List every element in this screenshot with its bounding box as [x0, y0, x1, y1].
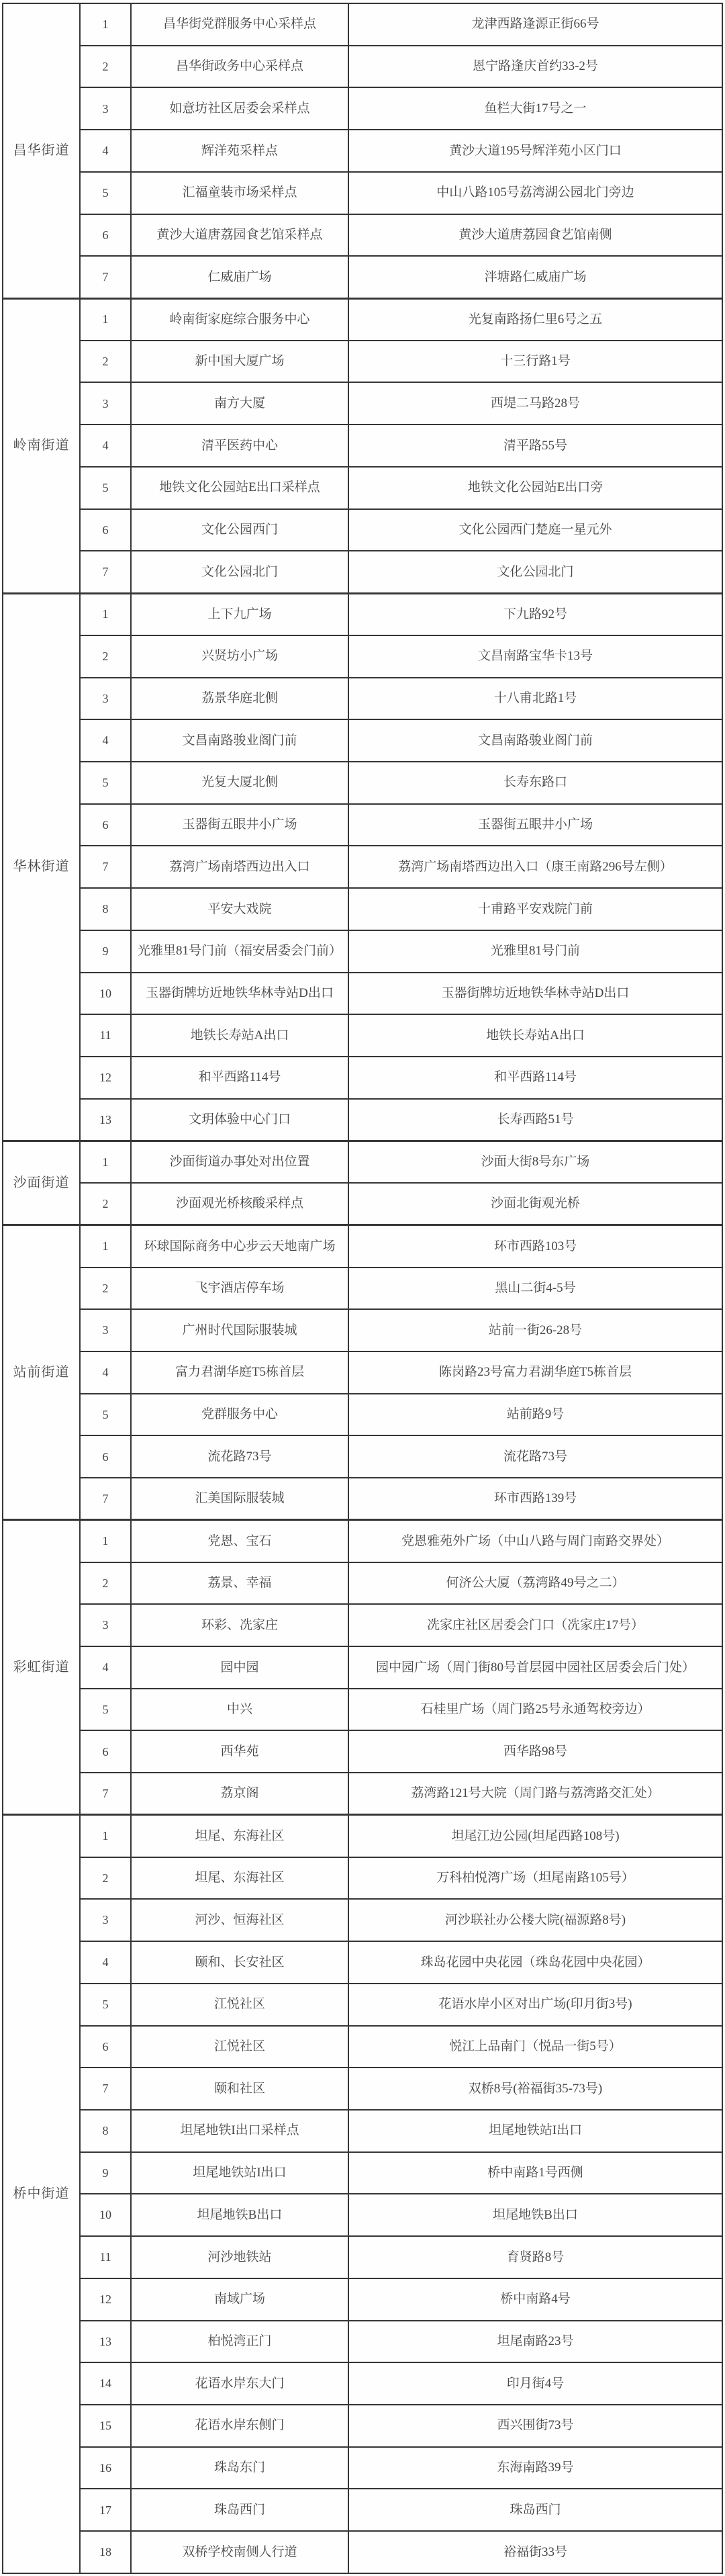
site-name-cell: 广州时代国际服装城 [131, 1309, 348, 1351]
address-cell: 花语水岸小区对出广场(印月街3号) [348, 1984, 722, 2026]
site-name-cell: 上下九广场 [131, 593, 348, 635]
address-cell: 环市西路139号 [348, 1478, 722, 1520]
site-name-cell: 富力君湖华庭T5栋首层 [131, 1351, 348, 1394]
site-name-cell: 光复大厦北侧 [131, 762, 348, 804]
site-name-cell: 飞宇酒店停车场 [131, 1268, 348, 1310]
site-name-cell: 坦尾地铁B出口 [131, 2194, 348, 2236]
site-name-cell: 岭南街家庭综合服务中心 [131, 298, 348, 341]
address-cell: 文化公园西门楚庭一星元外 [348, 509, 722, 551]
site-name-cell: 汇美国际服装城 [131, 1478, 348, 1520]
site-name-cell: 珠岛西门 [131, 2489, 348, 2531]
site-name-cell: 辉洋苑采样点 [131, 130, 348, 172]
address-cell: 坦尾地铁站I出口 [348, 2110, 722, 2152]
row-number-cell: 3 [80, 1899, 131, 1941]
site-name-cell: 地铁文化公园站E出口采样点 [131, 467, 348, 509]
row-number-cell: 11 [80, 1014, 131, 1057]
street-cell: 岭南街道 [3, 298, 80, 593]
row-number-cell: 6 [80, 509, 131, 551]
row-number-cell: 7 [80, 1478, 131, 1520]
table-row [3, 1183, 722, 1225]
sampling-points-table-body [3, 3, 722, 2573]
address-cell: 沙面北街观光桥 [348, 1183, 722, 1225]
table-row [3, 930, 722, 973]
row-number-cell: 6 [80, 804, 131, 846]
table-row [3, 1268, 722, 1310]
address-cell: 西华路98号 [348, 1730, 722, 1773]
address-cell: 文化公园北门 [348, 551, 722, 593]
table-row [3, 1099, 722, 1141]
table-row [3, 551, 722, 593]
row-number-cell: 4 [80, 1351, 131, 1394]
table-row [3, 1604, 722, 1646]
table-row [3, 2489, 722, 2531]
site-name-cell: 文玥体验中心门口 [131, 1099, 348, 1141]
street-cell: 桥中街道 [3, 1815, 80, 2573]
row-number-cell: 1 [80, 1815, 131, 1857]
table-row [3, 888, 722, 930]
row-number-cell: 6 [80, 2026, 131, 2068]
address-cell: 西兴围街73号 [348, 2405, 722, 2447]
row-number-cell: 5 [80, 467, 131, 509]
address-cell: 陈岗路23号富力君湖华庭T5栋首层 [348, 1351, 722, 1394]
site-name-cell: 坦尾、东海社区 [131, 1815, 348, 1857]
table-row [3, 382, 722, 425]
row-number-cell: 17 [80, 2489, 131, 2531]
address-cell: 印月街4号 [348, 2362, 722, 2405]
row-number-cell: 4 [80, 1941, 131, 1984]
row-number-cell: 2 [80, 1857, 131, 1900]
address-cell: 十八甫北路1号 [348, 678, 722, 720]
table-row [3, 1730, 722, 1773]
address-cell: 东海南路39号 [348, 2447, 722, 2489]
row-number-cell: 4 [80, 1646, 131, 1689]
row-number-cell: 5 [80, 1689, 131, 1731]
site-name-cell: 沙面观光桥核酸采样点 [131, 1183, 348, 1225]
row-number-cell: 4 [80, 719, 131, 762]
table-row [3, 3, 722, 46]
sampling-points-table [2, 3, 723, 2574]
street-cell: 彩虹街道 [3, 1520, 80, 1815]
row-number-cell: 7 [80, 1773, 131, 1815]
table-row [3, 1057, 722, 1099]
address-cell: 珠岛西门 [348, 2489, 722, 2531]
address-cell: 泮塘路仁威庙广场 [348, 256, 722, 298]
row-number-cell: 2 [80, 341, 131, 383]
address-cell: 光雅里81号门前 [348, 930, 722, 973]
row-number-cell: 3 [80, 1604, 131, 1646]
row-number-cell: 5 [80, 1984, 131, 2026]
row-number-cell: 9 [80, 930, 131, 973]
row-number-cell: 1 [80, 3, 131, 46]
table-row [3, 1394, 722, 1436]
address-cell: 下九路92号 [348, 593, 722, 635]
table-row [3, 1435, 722, 1478]
row-number-cell: 2 [80, 635, 131, 678]
site-name-cell: 中兴 [131, 1689, 348, 1731]
row-number-cell: 5 [80, 1394, 131, 1436]
site-name-cell: 黄沙大道唐荔园食艺馆采样点 [131, 214, 348, 257]
address-cell: 文昌南路骏业阁门前 [348, 719, 722, 762]
address-cell: 光复南路扬仁里6号之五 [348, 298, 722, 341]
table-row [3, 1857, 722, 1900]
site-name-cell: 玉器街五眼井小广场 [131, 804, 348, 846]
table-row [3, 719, 722, 762]
table-row [3, 425, 722, 467]
address-cell: 珠岛花园中央花园（珠岛花园中央花园） [348, 1941, 722, 1984]
row-number-cell: 16 [80, 2447, 131, 2489]
table-row [3, 1309, 722, 1351]
table-row [3, 1225, 722, 1268]
table-row [3, 341, 722, 383]
address-cell: 坦尾南路23号 [348, 2321, 722, 2363]
site-name-cell: 颐和社区 [131, 2068, 348, 2110]
row-number-cell: 2 [80, 46, 131, 88]
table-row [3, 2321, 722, 2363]
row-number-cell: 7 [80, 256, 131, 298]
address-cell: 西堤二马路28号 [348, 382, 722, 425]
table-row [3, 298, 722, 341]
site-name-cell: 平安大戏院 [131, 888, 348, 930]
row-number-cell: 6 [80, 1730, 131, 1773]
table-row [3, 1646, 722, 1689]
table-row [3, 2152, 722, 2194]
table-row [3, 87, 722, 130]
site-name-cell: 花语水岸东侧门 [131, 2405, 348, 2447]
site-name-cell: 文化公园西门 [131, 509, 348, 551]
table-row [3, 2278, 722, 2321]
table-row [3, 2405, 722, 2447]
address-cell: 何济公大厦（荔湾路49号之二） [348, 1562, 722, 1605]
row-number-cell: 7 [80, 846, 131, 888]
row-number-cell: 4 [80, 425, 131, 467]
table-row [3, 1562, 722, 1605]
address-cell: 长寿西路51号 [348, 1099, 722, 1141]
address-cell: 万科柏悦湾广场（坦尾南路105号） [348, 1857, 722, 1900]
table-row [3, 804, 722, 846]
site-name-cell: 花语水岸东大门 [131, 2362, 348, 2405]
table-row [3, 2362, 722, 2405]
row-number-cell: 1 [80, 1141, 131, 1183]
site-name-cell: 玉器街牌坊近地铁华林寺站D出口 [131, 973, 348, 1015]
table-row [3, 2236, 722, 2278]
table-row [3, 1141, 722, 1183]
table-row [3, 1815, 722, 1857]
site-name-cell: 昌华街党群服务中心采样点 [131, 3, 348, 46]
site-name-cell: 颐和、长安社区 [131, 1941, 348, 1984]
site-name-cell: 坦尾地铁I出口采样点 [131, 2110, 348, 2152]
address-cell: 育贤路8号 [348, 2236, 722, 2278]
table-row [3, 678, 722, 720]
site-name-cell: 荔湾广场南塔西边出入口 [131, 846, 348, 888]
address-cell: 黄沙大道唐荔园食艺馆南侧 [348, 214, 722, 257]
address-cell: 园中园广场（周门街80号首层园中园社区居委会后门处） [348, 1646, 722, 1689]
table-row [3, 1899, 722, 1941]
row-number-cell: 2 [80, 1562, 131, 1605]
site-name-cell: 荔京阁 [131, 1773, 348, 1815]
site-name-cell: 双桥学校南侧人行道 [131, 2531, 348, 2573]
row-number-cell: 3 [80, 678, 131, 720]
table-row [3, 1014, 722, 1057]
address-cell: 清平路55号 [348, 425, 722, 467]
site-name-cell: 坦尾、东海社区 [131, 1857, 348, 1900]
row-number-cell: 11 [80, 2236, 131, 2278]
site-name-cell: 清平医药中心 [131, 425, 348, 467]
site-name-cell: 文昌南路骏业阁门前 [131, 719, 348, 762]
row-number-cell: 1 [80, 593, 131, 635]
table-row [3, 2110, 722, 2152]
row-number-cell: 2 [80, 1183, 131, 1225]
row-number-cell: 9 [80, 2152, 131, 2194]
row-number-cell: 1 [80, 298, 131, 341]
table-row [3, 1689, 722, 1731]
table-row [3, 46, 722, 88]
row-number-cell: 5 [80, 762, 131, 804]
site-name-cell: 柏悦湾正门 [131, 2321, 348, 2363]
row-number-cell: 14 [80, 2362, 131, 2405]
site-name-cell: 新中国大厦广场 [131, 341, 348, 383]
address-cell: 双桥8号(裕福街35-73号) [348, 2068, 722, 2110]
row-number-cell: 6 [80, 1435, 131, 1478]
site-name-cell: 流花路73号 [131, 1435, 348, 1478]
site-name-cell: 园中园 [131, 1646, 348, 1689]
row-number-cell: 5 [80, 172, 131, 214]
address-cell: 环市西路103号 [348, 1225, 722, 1268]
street-cell: 昌华街道 [3, 3, 80, 298]
site-name-cell: 河沙地铁站 [131, 2236, 348, 2278]
table-row [3, 256, 722, 298]
site-name-cell: 兴贤坊小广场 [131, 635, 348, 678]
row-number-cell: 12 [80, 2278, 131, 2321]
address-cell: 玉器街牌坊近地铁华林寺站D出口 [348, 973, 722, 1015]
site-name-cell: 光雅里81号门前（福安居委会门前） [131, 930, 348, 973]
address-cell: 鱼栏大街17号之一 [348, 87, 722, 130]
address-cell: 沙面大街8号东广场 [348, 1141, 722, 1183]
address-cell: 玉器街五眼井小广场 [348, 804, 722, 846]
site-name-cell: 汇福童装市场采样点 [131, 172, 348, 214]
row-number-cell: 2 [80, 1268, 131, 1310]
address-cell: 和平西路114号 [348, 1057, 722, 1099]
table-row [3, 762, 722, 804]
address-cell: 地铁文化公园站E出口旁 [348, 467, 722, 509]
site-name-cell: 环球国际商务中心步云天地南广场 [131, 1225, 348, 1268]
table-row [3, 593, 722, 635]
row-number-cell: 8 [80, 888, 131, 930]
site-name-cell: 西华苑 [131, 1730, 348, 1773]
site-name-cell: 党恩、宝石 [131, 1520, 348, 1562]
row-number-cell: 1 [80, 1225, 131, 1268]
address-cell: 石桂里广场（周门路25号永通驾校旁边） [348, 1689, 722, 1731]
address-cell: 荔湾路121号大院（周门路与荔湾路交汇处） [348, 1773, 722, 1815]
address-cell: 恩宁路逢庆首约33-2号 [348, 46, 722, 88]
site-name-cell: 环彩、冼家庄 [131, 1604, 348, 1646]
table-row [3, 2026, 722, 2068]
table-row [3, 172, 722, 214]
address-cell: 流花路73号 [348, 1435, 722, 1478]
address-cell: 悦江上品南门（悦品一街5号） [348, 2026, 722, 2068]
row-number-cell: 3 [80, 1309, 131, 1351]
site-name-cell: 党群服务中心 [131, 1394, 348, 1436]
row-number-cell: 7 [80, 551, 131, 593]
site-name-cell: 南方大厦 [131, 382, 348, 425]
table-row [3, 509, 722, 551]
address-cell: 长寿东路口 [348, 762, 722, 804]
table-row [3, 1478, 722, 1520]
table-row [3, 2068, 722, 2110]
address-cell: 黄沙大道195号辉洋苑小区门口 [348, 130, 722, 172]
site-name-cell: 坦尾地铁站I出口 [131, 2152, 348, 2194]
site-name-cell: 仁威庙广场 [131, 256, 348, 298]
row-number-cell: 12 [80, 1057, 131, 1099]
street-cell: 沙面街道 [3, 1141, 80, 1225]
row-number-cell: 18 [80, 2531, 131, 2573]
row-number-cell: 10 [80, 973, 131, 1015]
address-cell: 坦尾江边公园(坦尾西路108号) [348, 1815, 722, 1857]
address-cell: 地铁长寿站A出口 [348, 1014, 722, 1057]
table-row [3, 973, 722, 1015]
site-name-cell: 和平西路114号 [131, 1057, 348, 1099]
address-cell: 河沙联社办公楼大院(福源路8号) [348, 1899, 722, 1941]
address-cell: 桥中南路1号西侧 [348, 2152, 722, 2194]
site-name-cell: 荔景、幸福 [131, 1562, 348, 1605]
address-cell: 荔湾广场南塔西边出入口（康王南路296号左侧） [348, 846, 722, 888]
site-name-cell: 荔景华庭北侧 [131, 678, 348, 720]
site-name-cell: 昌华街政务中心采样点 [131, 46, 348, 88]
table-row [3, 214, 722, 257]
table-row [3, 2194, 722, 2236]
table-row [3, 130, 722, 172]
address-cell: 桥中南路4号 [348, 2278, 722, 2321]
address-cell: 龙津西路逢源正街66号 [348, 3, 722, 46]
address-cell: 文昌南路宝华卡13号 [348, 635, 722, 678]
address-cell: 十甫路平安戏院门前 [348, 888, 722, 930]
address-cell: 党恩雅苑外广场（中山八路与周门南路交界处） [348, 1520, 722, 1562]
row-number-cell: 7 [80, 2068, 131, 2110]
table-row [3, 2531, 722, 2573]
site-name-cell: 南域广场 [131, 2278, 348, 2321]
address-cell: 中山八路105号荔湾湖公园北门旁边 [348, 172, 722, 214]
address-cell: 站前一街26-28号 [348, 1309, 722, 1351]
row-number-cell: 3 [80, 87, 131, 130]
row-number-cell: 13 [80, 1099, 131, 1141]
table-row [3, 846, 722, 888]
street-cell: 站前街道 [3, 1225, 80, 1520]
site-name-cell: 沙面街道办事处对出位置 [131, 1141, 348, 1183]
row-number-cell: 15 [80, 2405, 131, 2447]
row-number-cell: 3 [80, 382, 131, 425]
table-row [3, 467, 722, 509]
row-number-cell: 8 [80, 2110, 131, 2152]
street-cell: 华林街道 [3, 593, 80, 1141]
site-name-cell: 河沙、恒海社区 [131, 1899, 348, 1941]
site-name-cell: 江悦社区 [131, 2026, 348, 2068]
row-number-cell: 13 [80, 2321, 131, 2363]
address-cell: 坦尾地铁B出口 [348, 2194, 722, 2236]
site-name-cell: 文化公园北门 [131, 551, 348, 593]
address-cell: 站前路9号 [348, 1394, 722, 1436]
table-row [3, 2447, 722, 2489]
table-row [3, 1773, 722, 1815]
row-number-cell: 1 [80, 1520, 131, 1562]
address-cell: 冼家庄社区居委会门口（冼家庄17号） [348, 1604, 722, 1646]
table-row [3, 1351, 722, 1394]
address-cell: 黑山二街4-5号 [348, 1268, 722, 1310]
table-row [3, 1941, 722, 1984]
table-row [3, 1520, 722, 1562]
site-name-cell: 珠岛东门 [131, 2447, 348, 2489]
table-row [3, 1984, 722, 2026]
site-name-cell: 江悦社区 [131, 1984, 348, 2026]
row-number-cell: 6 [80, 214, 131, 257]
site-name-cell: 地铁长寿站A出口 [131, 1014, 348, 1057]
address-cell: 十三行路1号 [348, 341, 722, 383]
address-cell: 裕福街33号 [348, 2531, 722, 2573]
table-row [3, 635, 722, 678]
row-number-cell: 4 [80, 130, 131, 172]
site-name-cell: 如意坊社区居委会采样点 [131, 87, 348, 130]
row-number-cell: 10 [80, 2194, 131, 2236]
